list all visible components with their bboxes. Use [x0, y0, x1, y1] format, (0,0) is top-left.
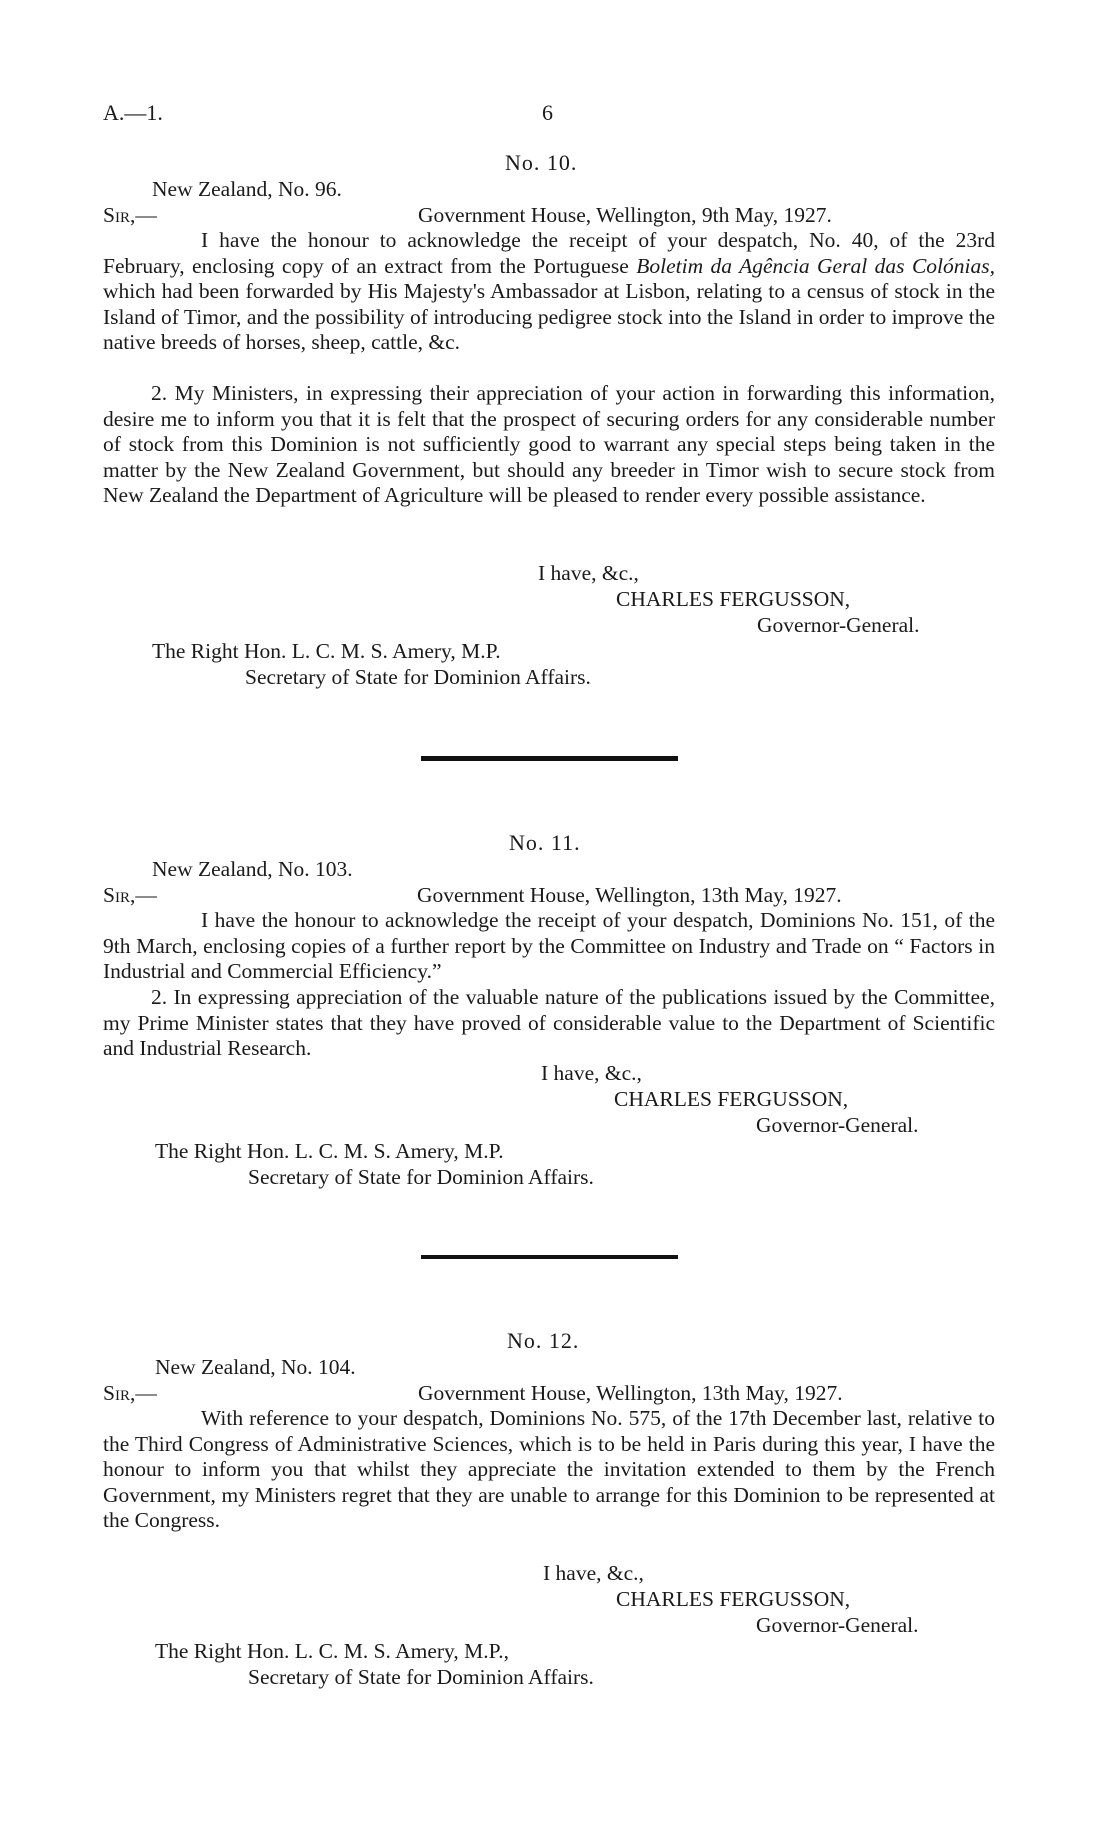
document-reference: A.—1. [103, 100, 163, 125]
addressee: The Right Hon. L. C. M. S. Amery, M.P. [152, 639, 501, 663]
page-number: 6 [542, 100, 553, 125]
addressee-office: Secretary of State for Dominion Affairs. [248, 1165, 594, 1189]
addressee: The Right Hon. L. C. M. S. Amery, M.P. [155, 1139, 504, 1163]
section-divider [421, 1255, 678, 1259]
nz-reference: New Zealand, No. 104. [155, 1355, 356, 1379]
body-paragraph: I have the honour to acknowledge the receipt of your despatch, No. 40, of the 23rd February, enclosing copy of an extract from the Portuguese Boletim da Agência Geral das Colónias, which had been forwarded by His Majesty's Ambassador at Lisbon, relating to a census of stock in the Island of Timor, and the possibility of introducing pedigree stock into the Island in order to improve the native breeds of horses, sheep, cattle, &c. [103, 228, 995, 355]
italic-publication-title: Boletim da Agência Geral das Colónias, [636, 253, 995, 278]
despatch-number: No. 12. [507, 1328, 580, 1353]
nz-reference: New Zealand, No. 96. [152, 177, 342, 201]
despatch-number: No. 11. [509, 830, 581, 855]
body-paragraph: 2. In expressing appreciation of the valuable nature of the publications issued by the Committee, my Prime Minister states that they have proved of considerable value to the Department of Scientific and Industrial Research. [103, 985, 995, 1061]
signatory: CHARLES FERGUSSON, [616, 587, 851, 611]
nz-reference: New Zealand, No. 103. [152, 857, 353, 881]
body-paragraph: With reference to your despatch, Dominions No. 575, of the 17th December last, relative to the Third Congress of Administrative Sciences, which is to be held in Paris during this year, I have the honour to inform you that whilst they appreciate the invitation extended to them by the French Government, my Ministers regret that they are unable to arrange for this Dominion to be represented at the Congress. [103, 1406, 995, 1533]
closing: I have, &c., [543, 1561, 644, 1585]
dateline: Government House, Wellington, 9th May, 1927. [418, 203, 832, 227]
dateline: Government House, Wellington, 13th May, 1927. [417, 883, 842, 907]
signatory-title: Governor-General. [756, 1113, 919, 1137]
addressee: The Right Hon. L. C. M. S. Amery, M.P., [155, 1639, 509, 1663]
body-paragraph: I have the honour to acknowledge the receipt of your despatch, Dominions No. 151, of the 9th March, enclosing copies of a further report by the Committee on Industry and Trade on “ Factors in Industrial and Commercial Efficiency.” [103, 908, 995, 984]
closing: I have, &c., [538, 561, 639, 585]
signatory-title: Governor-General. [757, 613, 920, 637]
closing: I have, &c., [541, 1061, 642, 1085]
signatory-title: Governor-General. [756, 1613, 919, 1637]
section-divider [421, 756, 678, 761]
body-paragraph: 2. My Ministers, in expressing their appreciation of your action in forwarding this information, desire me to inform you that it is felt that the prospect of securing orders for any considerable number of stock from this Dominion is not sufficiently good to warrant any special steps being taken in the matter by the New Zealand Government, but should any breeder in Timor wish to secure stock from New Zealand the Department of Agriculture will be pleased to render every possible assistance. [103, 381, 995, 508]
signatory: CHARLES FERGUSSON, [616, 1587, 851, 1611]
signatory: CHARLES FERGUSSON, [614, 1087, 849, 1111]
addressee-office: Secretary of State for Dominion Affairs. [245, 665, 591, 689]
addressee-office: Secretary of State for Dominion Affairs. [248, 1665, 594, 1689]
dateline: Government House, Wellington, 13th May, 1927. [418, 1381, 843, 1405]
salutation: Sir,— [103, 203, 157, 227]
salutation: Sir,— [103, 1381, 157, 1405]
salutation: Sir,— [103, 883, 157, 907]
despatch-number: No. 10. [505, 150, 578, 175]
